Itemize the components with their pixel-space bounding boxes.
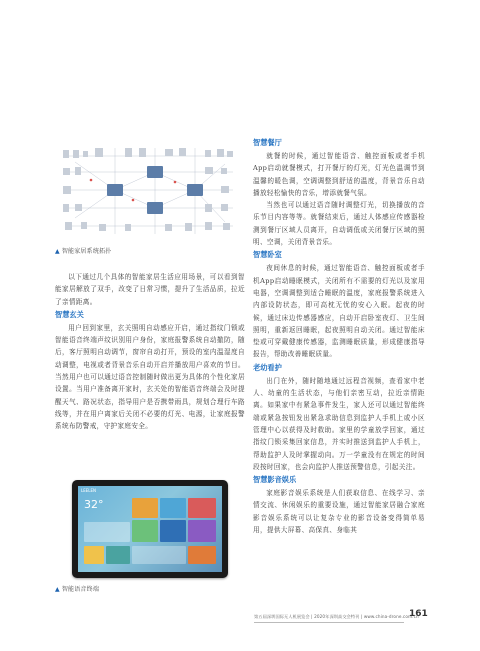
section-text-entertainment: 家庭影音娱乐系统是人们获取信息、在线学习、亲情交流、休闲娱乐的重要设施，通过智能家居融合家庭影音娱乐系统可以让复杂专业的影音设备变得简单易用，提供大屏幕、高保真、身临其	[253, 489, 425, 535]
tablet-screen	[78, 486, 222, 572]
caption-triangle-icon: ▲	[55, 248, 60, 255]
footer-divider	[254, 622, 404, 623]
tile	[132, 546, 186, 564]
page-number: 161	[409, 609, 428, 619]
section-title-bedroom: 智慧卧室	[253, 250, 282, 260]
section-title-dining: 智慧餐厅	[253, 138, 282, 147]
section-text-dining-1: 就餐的时候，通过智能语音、触控面板或者手机App启动就餐模式，打开餐厅的灯光，灯光色温调节到温馨的暖色调，空调调整到舒适的温度，背景音乐自动播放轻松愉快的音乐，增添就餐气氛。	[253, 152, 425, 197]
tile	[106, 546, 130, 564]
tile	[132, 520, 158, 542]
intro-paragraph: 以下通过几个具体的智能家居生活应用场景，可以看到智能家居解放了双手，改变了日常习惯，提升了生活品质，拉近了亲情距离。	[55, 273, 245, 306]
figure1-caption-text: 智能家居系统拓扑	[61, 248, 112, 255]
topology-diagram	[55, 142, 243, 242]
figure2-caption-text: 智能语音终端	[61, 586, 100, 593]
tile	[188, 498, 216, 518]
figure2-caption	[55, 584, 99, 593]
tile	[160, 498, 186, 518]
figure1-caption	[55, 246, 111, 255]
footer-text: 第五届深圳国际无人机展览会 | 2020年深圳高交会特刊 | www.china-drone.com.cn	[254, 614, 419, 619]
tablet-temperature: 32°	[84, 498, 104, 511]
tile	[188, 546, 216, 564]
section-text-bedroom: 夜间休息的时候，通过智能语音、触控面板或者手机App启动睡眠模式，关闭所有不需要的灯光以及家用电器，空调调整到适合睡眠的温度，家庭报警系统进入内部设防状态，即可高枕无忧的安心入眠。起夜的时候，通过床边传感器感应，自动开启卧室夜灯、卫生间照明，重新返回睡眠，起夜照明自动关闭。通过智能床垫或可穿戴健康传感器，监测睡眠质量，形成健康指导报告，帮助改善睡眠质量。	[253, 264, 425, 359]
section-text-entrance: 用户回到家里，玄关照明自动感应开启，通过指纹门锁或智能语音终端声纹识别用户身份，家庭报警系统自动撤防，随后，客厅照明自动调节，窗帘自动打开，预设的室内温湿度自动调整，电视或者背景音乐自动开启并播放用户喜欢的节目。当然用户也可以通过语音控制随时做出更为具体的个性化家居设置。当用户准备离开家时，玄关处的智能语音终端会及时提醒天气、路况状态，指导用户是否携带雨具，规划合理行车路线等，并在用户离家后关闭不必要的灯光、电源，让家庭报警系统布防警戒，守护家庭安全。	[55, 323, 245, 431]
section-title-elderly-child-care: 老幼看护	[253, 362, 282, 372]
smart-voice-terminal-image	[72, 480, 228, 578]
tile	[132, 498, 158, 518]
section-text-dining-2: 当然也可以通过语音随时调整灯光，切换播放的音乐节目内容等等。就餐结束后，通过人体感应传感器检测到餐厅区域人员离开，自动调低或关闭餐厅区域的照明、空调，关闭背景音乐。	[253, 201, 425, 247]
caption-triangle-icon: ▲	[55, 586, 60, 593]
tile	[188, 520, 216, 542]
left-column	[55, 271, 245, 433]
section-text-elderly-child-care: 出门在外，随时随地通过远程音视频，查看家中老人、幼童的生活状态，与他们亲密互动，拉近亲情距离。如果家中有紧急事件发生，家人还可以通过智能终端或紧急按钮发出紧急求助信息到监护人手机上或小区管理中心以获得及时救助。家里的学童放学回家，通过指纹门锁采集回家信息，并实时推送到监护人手机上，帮助监护人及时掌握动向。万一学童没有在规定的时间段按时回家，也会向监护人推送预警信息，引起关注。	[253, 376, 425, 471]
tile	[84, 522, 130, 542]
tile	[84, 546, 104, 564]
right-column	[253, 136, 425, 536]
section-title-entertainment: 智慧影音娱乐	[253, 475, 297, 485]
section-title-entrance: 智慧玄关	[55, 309, 84, 319]
tile	[160, 520, 186, 542]
tablet-logo: LEELEN	[81, 488, 97, 493]
